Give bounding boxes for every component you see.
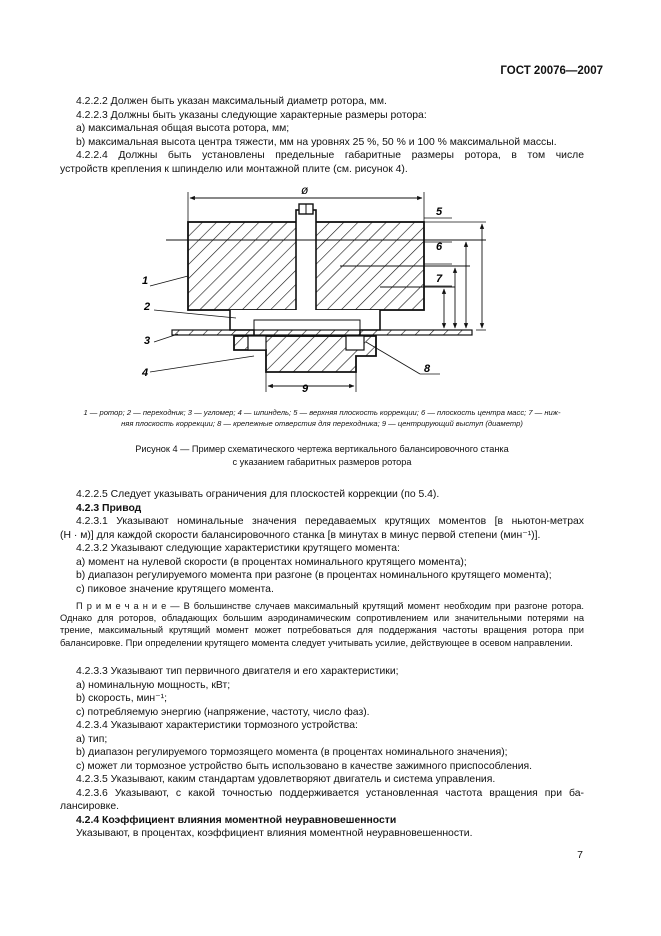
standard-header: ГОСТ 20076—2007 (500, 65, 603, 77)
label-7: 7 (436, 273, 443, 285)
motor-item-b: b) скорость, мин⁻¹; (76, 693, 167, 704)
legend-line-1: 1 — ротор; 2 — переходник; 3 — угломер; 4 — шпиндель; 5 — верхняя плоскость коррекции; 6 — плоскость центра масс; 7 — ниж- (83, 408, 561, 417)
brake-item-b: b) диапазон регулируемого тормозящего момента (в процентах номинального значения); (76, 747, 508, 758)
para-4-2-4: Указывают, в процентах, коэффициент влияния моментной неуравновешенности. (76, 828, 473, 839)
brake-item-a: a) тип; (76, 733, 108, 745)
note-body: В большинстве случаев максимальный крутящий момент необходим при разгоне ротора. Однако для роторов, обладающих большим аэродинамическим сопротивлением или значительными потерями на трение, максимальный крутящий момент может потребоваться для поддержания частоты вращения ротора при балансировке. При определении крутящего момента следует учитывать усилие, действующее в осевом направлении. (60, 601, 584, 648)
para-4-2-2-4: 4.2.2.4 Должны быть установлены предельные габаритные размеры ротора, в том числе (76, 150, 584, 161)
para-4-2-3-3: 4.2.3.3 Указывают тип первичного двигателя и его характеристики; (76, 666, 399, 677)
para-4-2-2-5: 4.2.2.5 Следует указывать ограничения для плоскостей коррекции (по 5.4). (76, 489, 440, 500)
label-9: 9 (302, 383, 309, 395)
para-4-2-2-4-cont: устройств крепления к шпинделю или монтажной плите (см. рисунок 4). (60, 163, 408, 175)
label-5: 5 (436, 206, 443, 218)
torque-item-c: c) пиковое значение крутящего момента. (76, 583, 274, 595)
figure-caption (60, 443, 584, 468)
page-number: 7 (577, 849, 583, 861)
note-text (60, 600, 584, 649)
motor-item-a: a) номинальную мощность, кВт; (76, 679, 231, 691)
caption-line-2: с указанием габаритных размеров ротора (232, 456, 412, 467)
brake-item-c: c) может ли тормозное устройство быть использовано в качестве зажимного приспособления. (76, 760, 533, 772)
para-4-2-3-5: 4.2.3.5 Указывают, каким стандартам удовлетворяют двигатель и система управления. (76, 774, 496, 785)
para-4-2-2-2: 4.2.2.2 Должен быть указан максимальный диаметр ротора, мм. (76, 96, 387, 107)
list-item-a: a) максимальная общая высота ротора, мм; (76, 123, 290, 134)
para-4-2-3-1-cont: (Н · м)] для каждой скорости балансировочного станка [в минутах в минус первой степени (мин⁻¹)]. (60, 529, 541, 541)
torque-item-b: b) диапазон регулируемого момента при разгоне (в процентах номинального крутящего момента); (76, 570, 552, 581)
motor-item-c: c) потребляемую энергию (напряжение, частоту, число фаз). (76, 706, 370, 718)
label-4: 4 (142, 367, 149, 379)
label-8: 8 (424, 363, 431, 375)
label-2: 2 (144, 301, 151, 313)
para-4-2-3-1: 4.2.3.1 Указывают номинальные значения передаваемых крутящих моментов [в ньютон-метрах (76, 516, 584, 527)
note-label: П р и м е ч а н и е — (76, 601, 180, 611)
heading-4-2-3: 4.2.3 Привод (76, 502, 142, 514)
caption-line-1: Рисунок 4 — Пример схематического чертежа вертикального балансировочного станка (135, 444, 509, 454)
diameter-symbol: ø (301, 183, 309, 197)
heading-4-2-4: 4.2.4 Коэффициент влияния моментной неуравновешенности (76, 814, 397, 826)
para-4-2-2-3: 4.2.2.3 Должны быть указаны следующие характерные размеры ротора: (76, 109, 427, 121)
para-4-2-3-2: 4.2.3.2 Указывают следующие характеристики крутящего момента: (76, 543, 400, 554)
list-item-b: b) максимальная высота центра тяжести, мм на уровнях 25 %, 50 % и 100 % максимальной массы. (76, 136, 557, 148)
figure-legend (60, 407, 584, 429)
torque-item-a: a) момент на нулевой скорости (в процентах номинального крутящего момента); (76, 556, 467, 568)
section-drive (60, 488, 584, 596)
label-3: 3 (144, 335, 151, 347)
para-4-2-3-6: 4.2.3.6 Указывают, с какой точностью поддерживается установленная частота вращения при ба- (76, 787, 584, 799)
label-1: 1 (142, 275, 149, 287)
para-4-2-3-6-cont: лансировке. (60, 801, 119, 812)
angle-meter-plate (172, 330, 472, 335)
label-6: 6 (436, 241, 443, 253)
para-4-2-3-4: 4.2.3.4 Указывают характеристики тормозного устройства: (76, 720, 358, 731)
section-motor (60, 665, 584, 841)
figure-4-drawing (0, 0, 661, 420)
legend-line-2: няя плоскость коррекции; 8 — крепежные отверстия для переходника; 9 — центрирующий выступ (диаметр) (121, 419, 523, 428)
note (60, 600, 584, 649)
